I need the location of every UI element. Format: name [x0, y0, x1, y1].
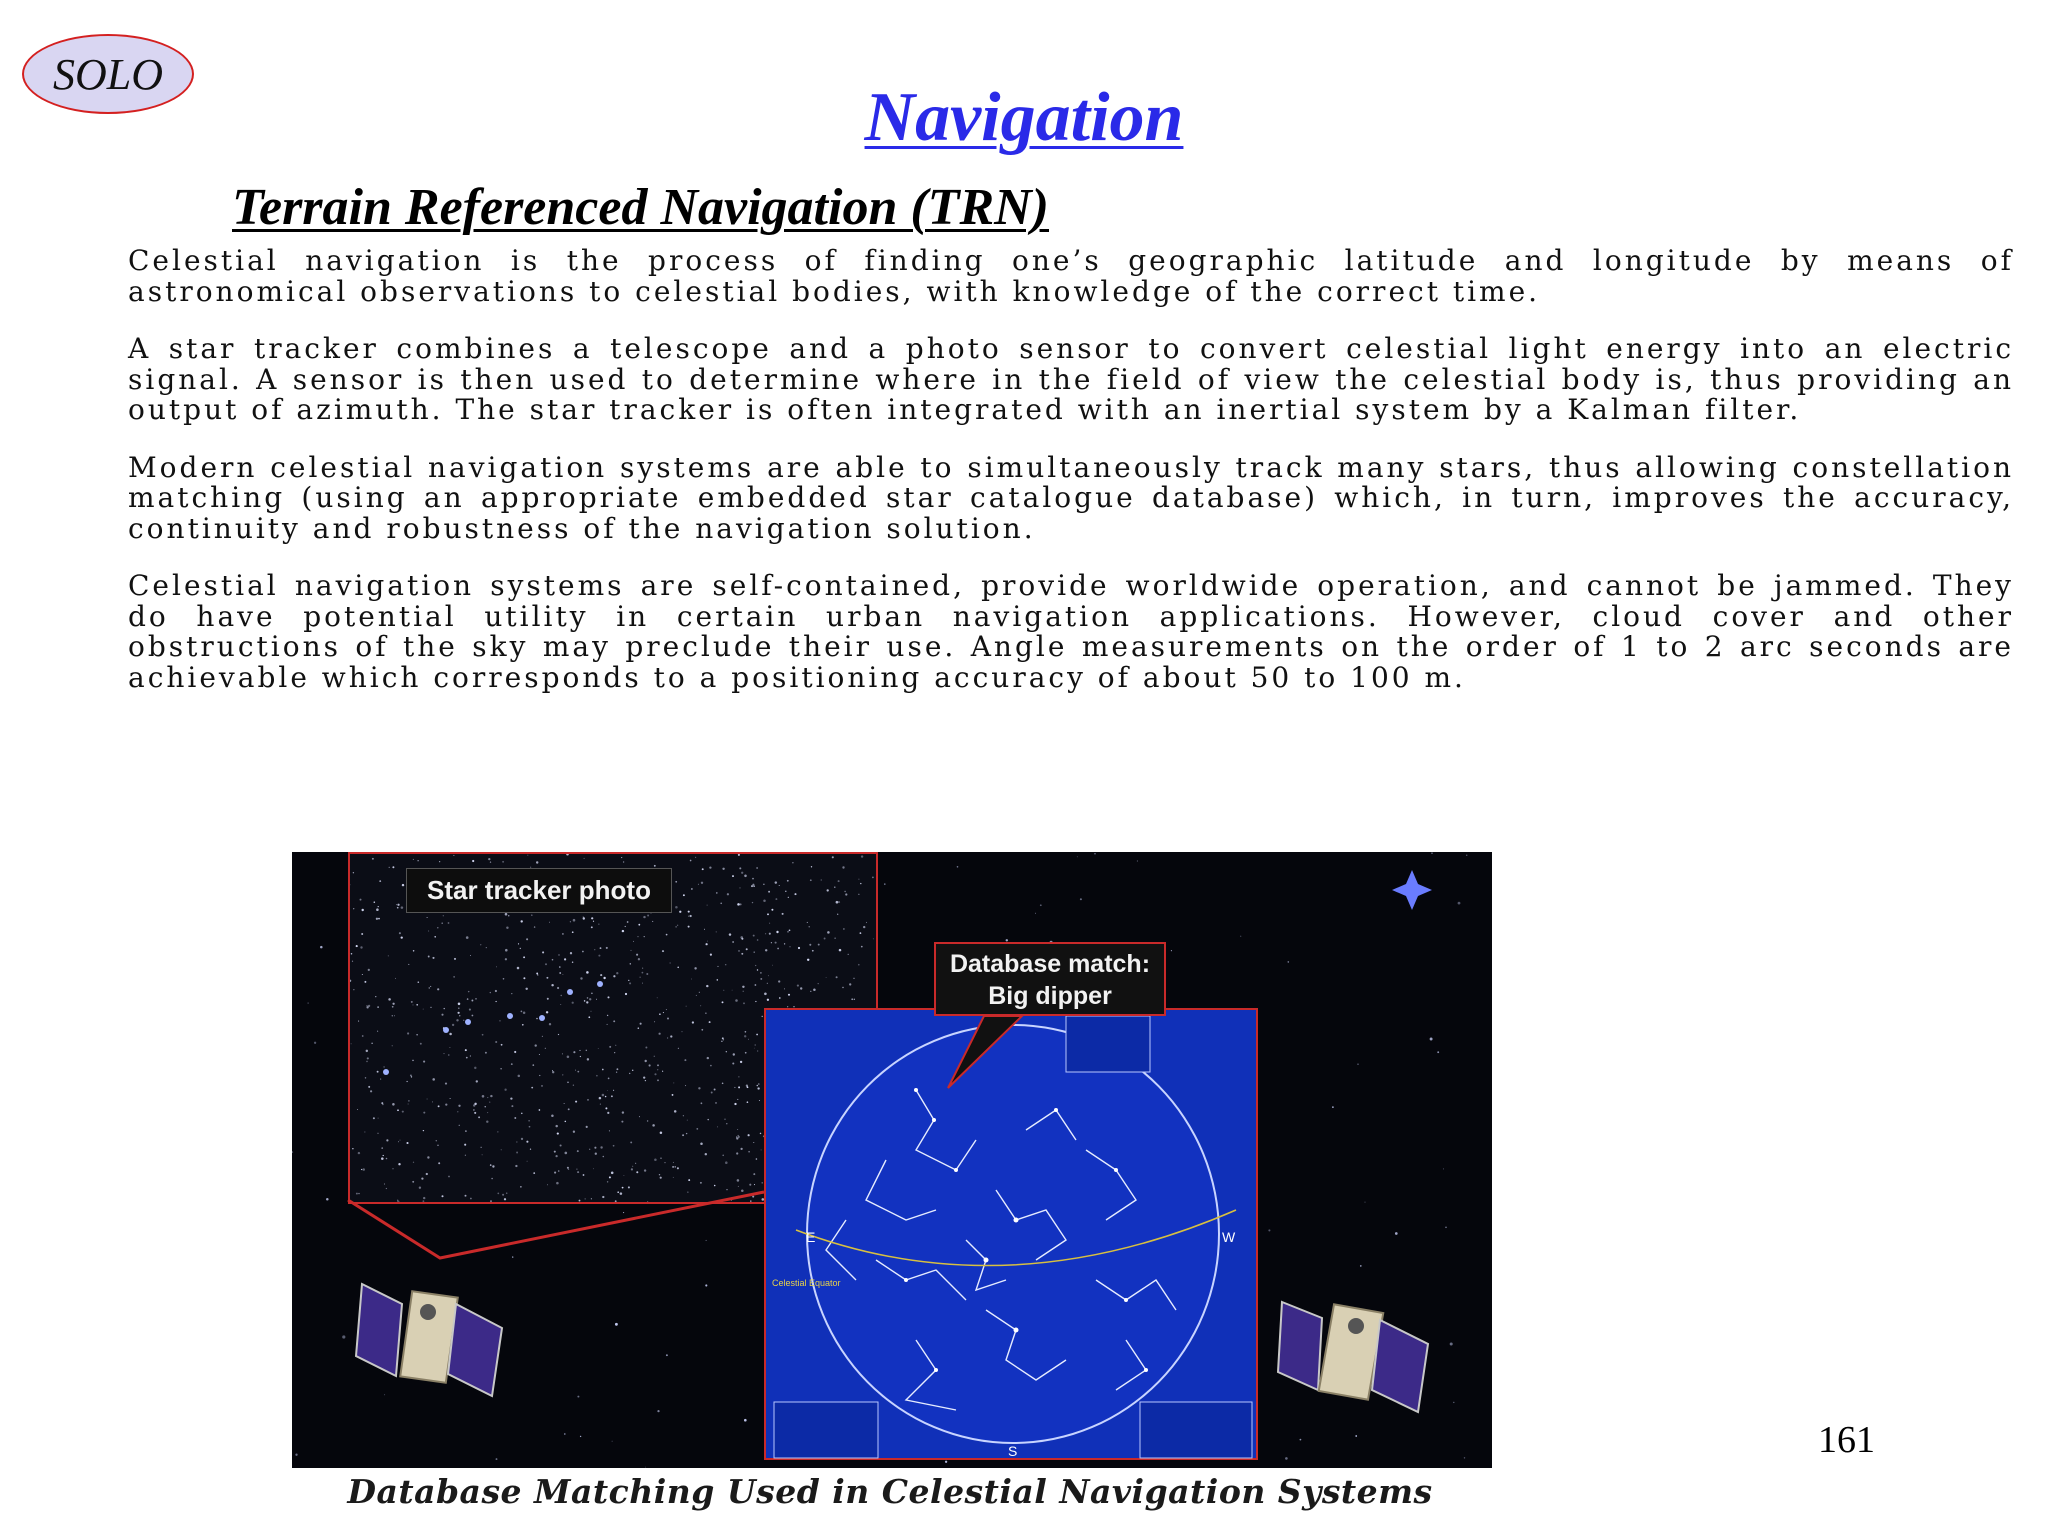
map-west-label: W: [1222, 1229, 1236, 1245]
paragraph-3: Modern celestial navigation systems are able to simultaneously track many stars, thus allowing constellation matching (using an appropriate embedded star catalogue database) which, in turn, improves the accuracy, continuity and robustness of the navigation solution.: [128, 450, 2014, 545]
body-text: [128, 246, 2014, 720]
star-tracker-figure: [292, 852, 1492, 1468]
callout-line-1: Database match:: [949, 950, 1151, 978]
page-number: 161: [1818, 1419, 1875, 1461]
page-title: Navigation: [864, 79, 1184, 156]
paragraph-2: A star tracker combines a telescope and a photo sensor to convert celestial light energy into an electric signal. A sensor is then used to determine where in the field of view the celestial body is, thus providing an output of azimuth. The star tracker is often integrated with an inertial system by a Kalman filter.: [128, 332, 2014, 426]
satellite-right: [1272, 1288, 1472, 1458]
page-title-wrap: [0, 78, 2048, 158]
figure-caption: Database Matching Used in Celestial Navigation Systems: [347, 1472, 1433, 1511]
paragraph-4: Celestial navigation systems are self-contained, provide worldwide operation, and cannot be jammed. They do have potential utility in certain urban navigation applications. However, cloud cover and other obstructions of the sky may preclude their use. Angle measurements on the order of 1 to 2 arc seconds are achievable which corresponds to a positioning accuracy of about 50 to 100 m.: [128, 569, 2014, 694]
paragraph-1: Celestial navigation is the process of finding one’s geographic latitude and longitude by means of astronomical observations to celestial bodies, with knowledge of the correct time.: [128, 244, 2014, 308]
map-south-label: S: [1008, 1443, 1018, 1459]
page-subtitle: Terrain Referenced Navigation (TRN): [232, 179, 1049, 236]
database-match-callout: [934, 942, 1166, 1016]
badge-label: SOLO: [52, 49, 164, 99]
map-east-label: E: [806, 1229, 816, 1245]
callout-line-2: Big dipper: [988, 982, 1112, 1010]
photo-label: Star tracker photo: [406, 868, 672, 913]
satellite-left: [352, 1264, 552, 1434]
map-equator-label: Celestial Equator: [772, 1278, 841, 1288]
